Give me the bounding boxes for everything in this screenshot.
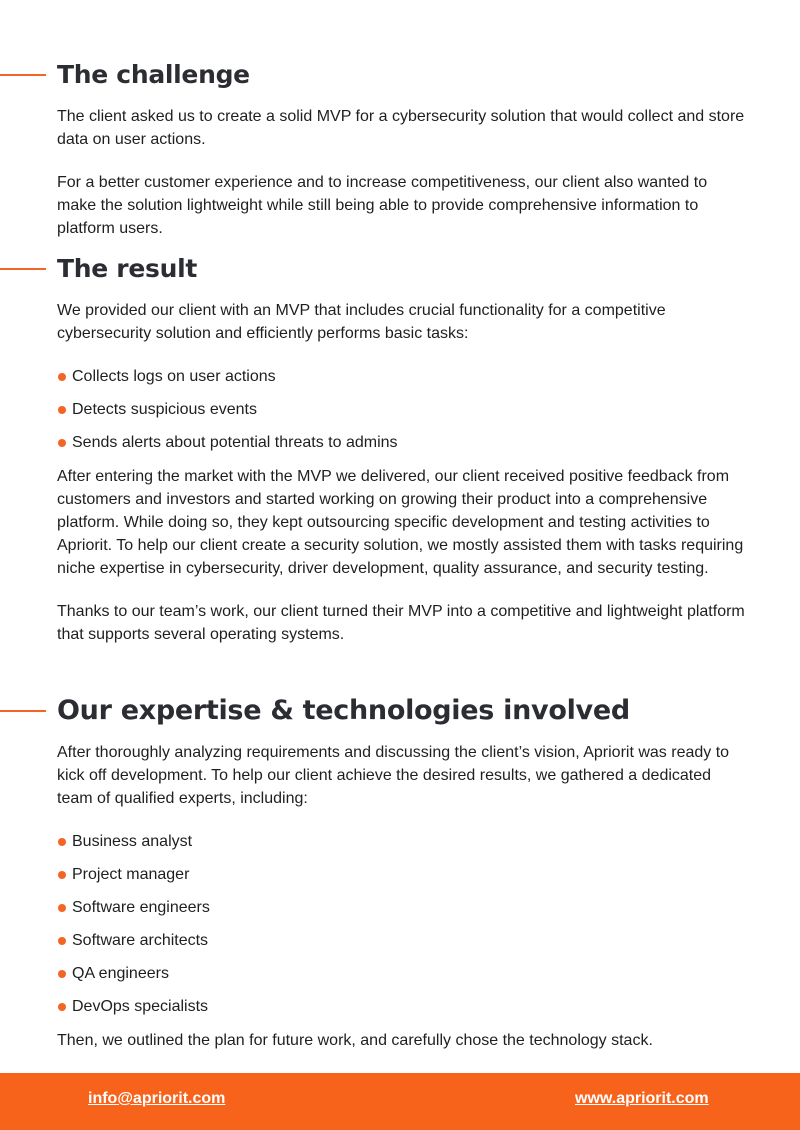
expertise-heading: Our expertise & technologies involved — [57, 695, 630, 726]
list-item: DevOps specialists — [57, 995, 800, 1018]
list-item: Sends alerts about potential threats to admins — [57, 431, 800, 454]
list-item: Software architects — [57, 929, 800, 952]
result-heading: The result — [57, 254, 197, 283]
result-bullet-list — [0, 365, 800, 454]
bullet-dot-icon — [58, 937, 66, 945]
list-item: QA engineers — [57, 962, 800, 985]
expertise-bullet-list — [0, 830, 800, 1018]
challenge-heading-row — [0, 57, 800, 93]
list-item: Software engineers — [57, 896, 800, 919]
result-paragraph: After entering the market with the MVP we delivered, our client received positive feedback from customers and investors and started working on growing their product into a comprehensive platform. While doing so, they kept outsourcing specific development and testing activities to Apriorit. To help our client create a security solution, we mostly assisted them with tasks requiring niche expertise in cybersecurity, driver development, quality assurance, and security testing. — [57, 468, 744, 577]
challenge-paragraph: The client asked us to create a solid MVP for a cybersecurity solution that would collect and store data on user actions. — [57, 108, 745, 148]
bullet-dot-icon — [58, 970, 66, 978]
accent-line — [0, 268, 46, 270]
bullet-dot-icon — [58, 439, 66, 447]
result-section — [0, 251, 800, 646]
bullet-dot-icon — [58, 904, 66, 912]
list-item: Business analyst — [57, 830, 800, 853]
website-link[interactable]: www.apriorit.com — [575, 1090, 709, 1107]
list-item: Detects suspicious events — [57, 398, 800, 421]
result-heading-row — [0, 251, 800, 287]
expertise-intro: After thoroughly analyzing requirements and discussing the client’s vision, Apriorit was ready to kick off development. To help our client achieve the desired results, we gathered a dedicated team of qualified experts, including: — [57, 744, 730, 807]
challenge-heading: The challenge — [57, 60, 250, 89]
challenge-section — [0, 57, 800, 240]
result-intro: We provided our client with an MVP that includes crucial functionality for a competitive cybersecurity solution and efficiently performs basic tasks: — [57, 302, 666, 342]
expertise-section — [0, 693, 800, 1052]
bullet-dot-icon — [58, 406, 66, 414]
bullet-dot-icon — [58, 373, 66, 381]
expertise-closing: Then, we outlined the plan for future work, and carefully chose the technology stack. — [57, 1032, 653, 1049]
list-item: Collects logs on user actions — [57, 365, 800, 388]
accent-line — [0, 74, 46, 76]
accent-line — [0, 710, 46, 712]
bullet-dot-icon — [58, 838, 66, 846]
email-link[interactable]: info@apriorit.com — [88, 1090, 226, 1107]
challenge-paragraph: For a better customer experience and to increase competitiveness, our client also wanted to make the solution lightweight while still being able to provide comprehensive information to platform users. — [57, 174, 708, 237]
expertise-heading-row — [0, 693, 800, 729]
footer-bar — [0, 1073, 800, 1130]
bullet-dot-icon — [58, 871, 66, 879]
bullet-dot-icon — [58, 1003, 66, 1011]
result-paragraph: Thanks to our team’s work, our client turned their MVP into a competitive and lightweight platform that supports several operating systems. — [57, 603, 745, 643]
list-item: Project manager — [57, 863, 800, 886]
